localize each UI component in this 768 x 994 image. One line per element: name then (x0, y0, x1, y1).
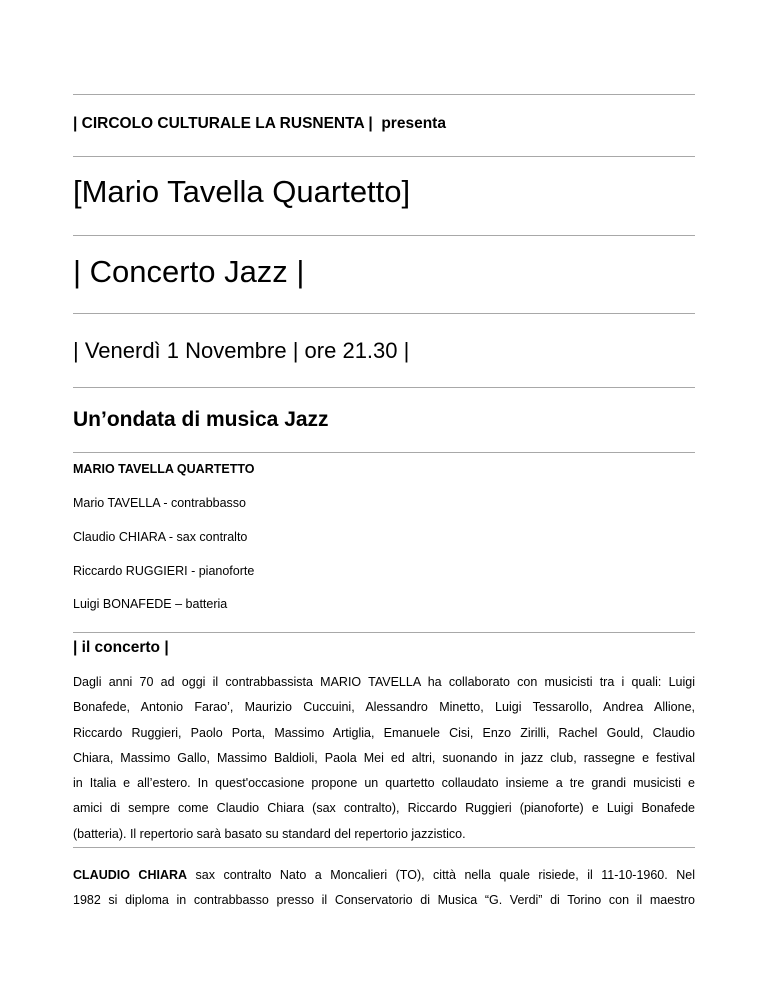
paragraph-line: in Italia e all’estero. In quest'occasione propone un quartetto collaudato insieme a tre grandi musicisti e (73, 776, 695, 791)
lineup-member: Luigi BONAFEDE – batteria (73, 597, 228, 611)
divider (73, 452, 695, 453)
paragraph-line: Chiara, Massimo Gallo, Massimo Baldioli, Paola Mei ed altri, suonando in jazz club, rassegne e festival (73, 750, 695, 765)
divider (73, 94, 695, 95)
divider (73, 847, 695, 848)
divider (73, 632, 695, 633)
divider (73, 156, 695, 157)
bio-paragraph (73, 863, 695, 914)
paragraph-line: 1982 si diploma in contrabbasso presso il Conservatorio di Musica “G. Verdi” di Torino con il maestro (73, 893, 695, 908)
lineup-member: Claudio CHIARA - sax contralto (73, 530, 248, 544)
organizer-name: | CIRCOLO CULTURALE LA RUSNENTA | (73, 115, 373, 132)
divider (73, 313, 695, 314)
intro-line (73, 116, 446, 132)
paragraph-line: Dagli anni 70 ad oggi il contrabbassista MARIO TAVELLA ha collaborato con musicisti tra i quali: Luigi (73, 675, 695, 689)
paragraph-line: amici di sempre come Claudio Chiara (sax contralto), Riccardo Ruggieri (pianoforte) e Luigi Bonafede (73, 801, 695, 816)
presents-label: presenta (381, 115, 446, 132)
paragraph-line: (batteria). Il repertorio sarà basato su standard del repertorio jazzistico. (73, 826, 466, 841)
band-name: MARIO TAVELLA QUARTETTO (73, 462, 255, 476)
lineup-member: Riccardo RUGGIERI - pianoforte (73, 564, 255, 578)
paragraph-line: Riccardo Ruggieri, Paolo Porta, Massimo Artiglia, Emanuele Cisi, Enzo Zirilli, Rachel Gould, Claudio (73, 725, 695, 740)
concert-title: [Mario Tavella Quartetto] (73, 174, 411, 209)
paragraph-line (73, 863, 695, 888)
bio-text: sax contralto Nato a Moncalieri (TO), città nella quale risiede, il 11-10-1960. Nel (195, 868, 695, 882)
lineup-member: Mario TAVELLA - contrabbasso (73, 496, 247, 510)
concert-section-heading: | il concerto | (73, 639, 169, 656)
event-datetime: | Venerdì 1 Novembre | ore 21.30 | (73, 338, 410, 363)
concert-description (73, 670, 695, 847)
paragraph-line: Bonafede, Antonio Farao’, Maurizio Cuccuini, Alessandro Minetto, Luigi Tessarollo, Andrea Allione, (73, 700, 695, 715)
divider (73, 235, 695, 236)
bio-name: CLAUDIO CHIARA (73, 868, 188, 882)
divider (73, 387, 695, 388)
event-type-heading: | Concerto Jazz | (73, 254, 305, 289)
tagline-heading: Un’ondata di musica Jazz (73, 408, 329, 431)
